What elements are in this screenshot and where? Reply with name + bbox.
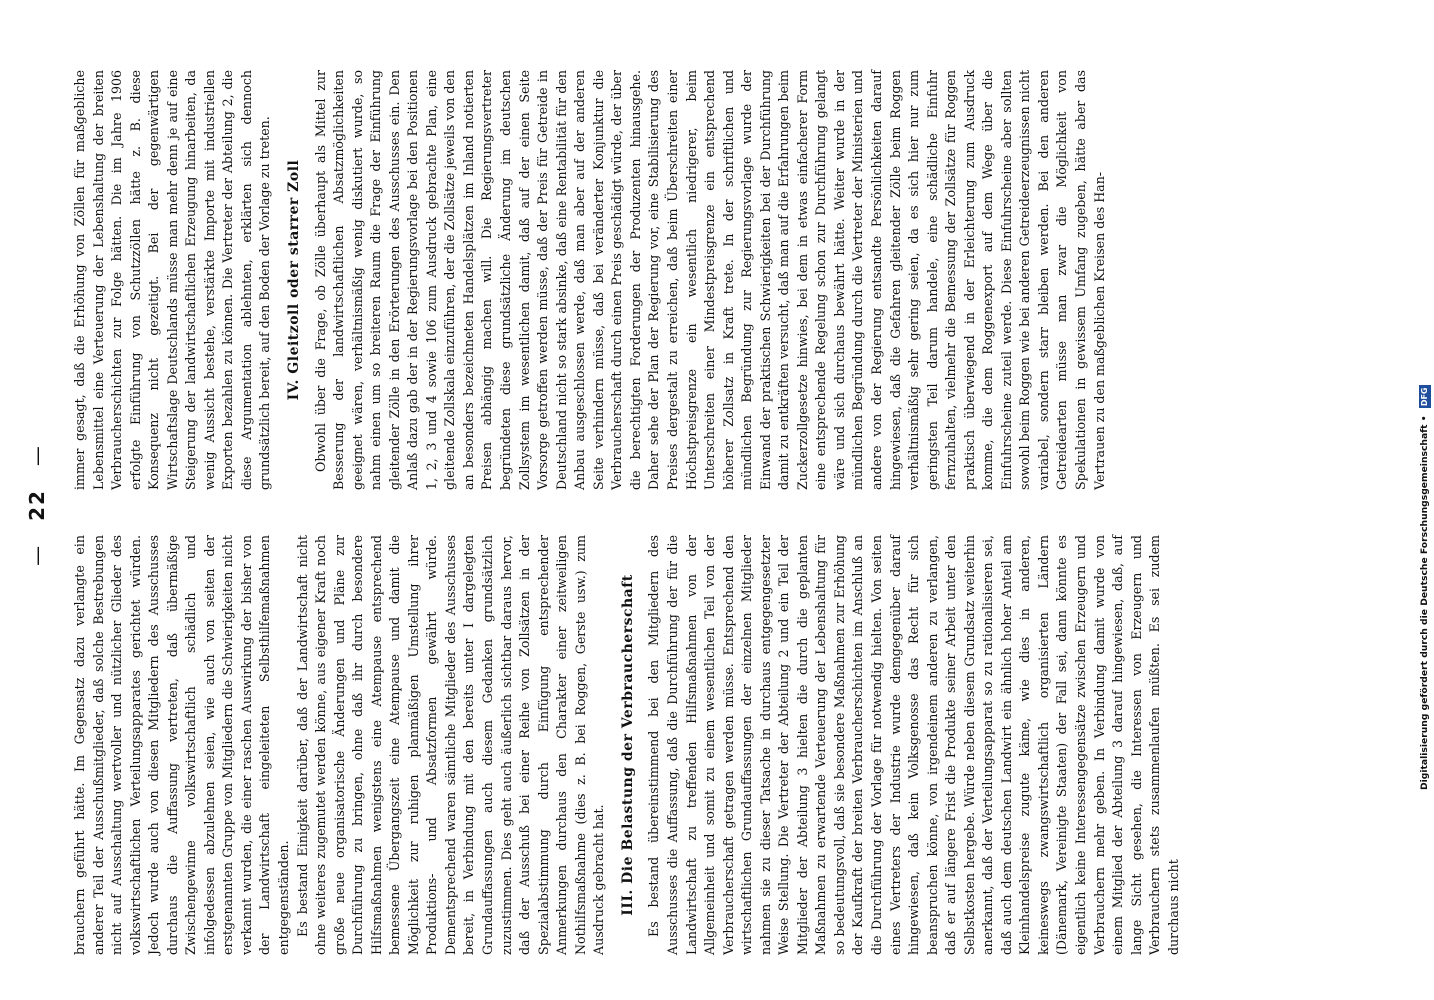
page-header [25, 55, 65, 955]
credit-text: Digitalisierung gefördert durch die Deutsche Forschungsgemeinschaft • [1419, 415, 1430, 790]
section-heading: III. Die Belastung der Verbraucherschaft [619, 574, 636, 916]
section-heading: IV. Gleitzoll oder starrer Zoll [286, 159, 303, 401]
paragraph: Obwohl über die Frage, ob Zölle überhaupt als Mittel zur Besserung der landwirtschaftlichen Absatzmöglichkeiten geeignet wären, verhältnismäßig wenig diskutiert wurde, so nahm einen um so breiteren Raum die Frage der Einführung gleitender Zölle in den Erörterungen des Ausschusses ein. Den Anlaß dazu gab der in der Regierungsvorlage bei den Positionen 1, 2, 3 und 4 sowie 106 zum Ausdruck gebrachte Plan, eine gleitende Zollskala einzuführen, der die Zollsätze jeweils von den an besonders bezeichneten Handelsplätzen im Inland notierten Preisen abhängig machen will. Die Regierungsvertreter begründeten diese grundsätzliche Änderung im deutschen Zollsystem im wesentlichen damit, daß auf der einen Seite Vorsorge getroffen werden müsse, daß der Preis für Getreide in Deutschland nicht so stark absinke, daß eine Rentabilität für den Anbau ausgeschlossen werde, daß man aber auf der anderen Seite verhindern müsse, daß bei veränderter Konjunktur die Verbraucherschaft durch einen Preis geschädigt würde, der über die berechtigten Forderungen der Produzenten hinausgehe. Daher sehe der Plan der Regierung vor, eine Stabilisierung des Preises dergestalt zu erreichen, daß beim Überschreiten einer Höchstpreisgrenze ein wesentlich niedrigerer, beim Unterschreiten einer Mindestpreisgrenze ein entsprechend höherer Zollsatz in Kraft trete. In der schriftlichen und mündlichen Begründung zur Regierungsvorlage wurde der Einwand der praktischen Schwierigkeiten bei der Durchführung damit zu entkräften versucht, daß man auf die Erfahrungen beim Zuckerzollgesetze hinwies, bei dem in etwas einfacherer Form eine entsprechende Regelung schon zur Durchführung gelangt wäre und sich durchaus bewährt hätte. Weiter wurde in der mündlichen Begründung durch die Vertreter der Ministerien und andere von der Regierung entsandte Persönlichkeiten darauf hingewiesen, daß die Gefahren gleitender Zölle beim Roggen verhältnismäßig sehr gering seien, da es sich hier nur zum geringsten Teil darum handele, eine schädliche Einfuhr fernzuhalten, vielmehr die Bemessung der Zollsätze für Roggen praktisch überwiegend in der Erleichterung zum Ausdruck komme, die dem Roggenexport auf dem Wege über die Einfuhrscheine zuteil werde. Diese Einfuhrscheine aber sollten sowohl beim Roggen wie bei anderen Getreideerzeugnissen nicht variabel, sondern starr bleiben werden. Bei den anderen Getreidearten müsse man zwar die Möglichkeit von Spekulationen in gewissem Umfang zugeben, hätte aber das Vertrauen zu den maßgeblichen Kreisen des Han- [312, 70, 1107, 490]
dfg-logo: DFG [1419, 387, 1429, 407]
left-column [71, 535, 1183, 955]
digitization-credit [1410, 10, 1432, 990]
paragraph: Es bestand Einigkeit darüber, daß der Landwirtschaft nicht ohne weiteres zugemutet werden könne, aus eigener Kraft noch große neue organisatorische Änderungen und Pläne zur Durchführung zu bringen, ohne daß ihr durch besondere Hilfsmaßnahmen wenigstens eine Atempause entsprechend bemessene Übergangszeit eine Atempause und damit die Möglichkeit zur ruhigen planmäßigen Umstellung ihrer Produktions- und Absatzformen gewährt würde. Dementsprechend waren sämtliche Mitglieder des Ausschusses bereit, in Verbindung mit den bereits unter I dargelegten Grundauffassungen auch diesem Gedanken grundsätzlich zuzustimmen. Dies geht auch äußerlich sichtbar daraus hervor, daß der Ausschuß bei einer Reihe von Zollsätzen in der Spezialabstimmung durch Einfügung entsprechender Anmerkungen durchaus den Charakter einer zeitweiligen Nothilfsmaßnahme (dies z. B. bei Roggen, Gerste usw.) zum Ausdruck gebracht hat. [294, 535, 607, 955]
paragraph: immer gesagt, daß die Erhöhung von Zöllen für maßgebliche Lebensmittel eine Verteuerung der Lebenshaltung der breiten Verbraucherschichten zur Folge hätten. Die im Jahre 1906 erfolgte Einführung von Schutzzöllen hätte z. B. diese Konsequenz nicht gezeitigt. Bei der gegenwärtigen Wirtschaftslage Deutschlands müsse man mehr denn je auf eine Steigerung der landwirtschaftlichen Erzeugung hinarbeiten, da wenig Aussicht bestehe, verstärkte Importe mit industriellen Exporten bezahlen zu können. Die Vertreter der Abteilung 2, die diese Argumentation ablehnten, erklärten sich dennoch grundsätzlich bereit, auf den Boden der Vorlage zu treten. [72, 70, 273, 490]
right-column [71, 70, 1109, 490]
header-dash-left: — [25, 543, 49, 566]
document-page [25, 55, 1315, 955]
paragraph: brauchern geführt hätte. Im Gegensatz dazu verlangte ein anderer Teil der Ausschußmitglieder, daß solche Bestrebungen nicht auf Ausschaltung wertvoller und nützlicher Glieder des volkswirtschaftlichen Verteilungsapparates gerichtet würden. Jedoch wurde auch von diesen Mitgliedern des Ausschusses durchaus die Auffassung vertreten, daß übermäßige Zwischengewinne volkswirtschaftlich schädlich und infolgedessen abzulehnen seien, wie auch von seiten der erstgenannten Gruppe von Mitgliedern die Schwierigkeiten nicht verkannt wurden, die einer raschen Auswirkung der bisher von der Landwirtschaft eingeleiteten Selbsthilfemaßnahmen entgegenständen. [72, 535, 292, 955]
page-number: 22 [25, 489, 49, 521]
header-dash-right: — [25, 444, 49, 467]
paragraph: Es bestand übereinstimmend bei den Mitgliedern des Ausschusses die Auffassung, daß die Durchführung der für die Landwirtschaft zu treffenden Hilfsmaßnahmen von der Allgemeinheit und somit zu einem wesentlichen Teil von der Verbraucherschaft getragen werden müsse. Entsprechend den wirtschaftlichen Grundauffassungen der einzelnen Mitglieder nahmen sie zu dieser Tatsache in durchaus entgegengesetzter Weise Stellung. Die Vertreter der Abteilung 2 und ein Teil der Mitglieder der Abteilung 3 hielten die durch die geplanten Maßnahmen zu erwartende Verteuerung der Lebenshaltung für so bedeutungsvoll, daß sie besondere Maßnahmen zur Erhöhung der Kaufkraft der breiten Verbraucherschichten im Anschluß an die Durchführung der Vorlage für notwendig hielten. Von seiten eines Vertreters der Industrie wurde demgegenüber darauf hingewiesen, daß kein Volksgenosse das Recht für sich beanspruchen könne, von irgendeinem anderen zu verlangen, daß er auf längere Frist die Produkte seiner Arbeit unter den Selbstkosten hergebe. Würde neben diesem Grundsatz weiterhin anerkannt, daß der Verteilungsapparat so zu rationalisieren sei, daß auch dem deutschen Landwirt ein ähnlich hoher Anteil am Kleinhandelspreise zugute käme, wie dies in anderen, keineswegs zwangswirtschaftlich organisierten Ländern (Dänemark, Vereinigte Staaten) der Fall sei, dann könnte es eigentlich keine Interessengegensätze zwischen Erzeugern und Verbrauchern mehr geben. In Verbindung damit wurde von einem Mitglied der Abteilung 3 darauf hingewiesen, daß, auf lange Sicht gesehen, die Interessen von Erzeugern und Verbrauchern stets zusammenlaufen müßten. Es sei zudem durchaus nicht [646, 535, 1181, 955]
